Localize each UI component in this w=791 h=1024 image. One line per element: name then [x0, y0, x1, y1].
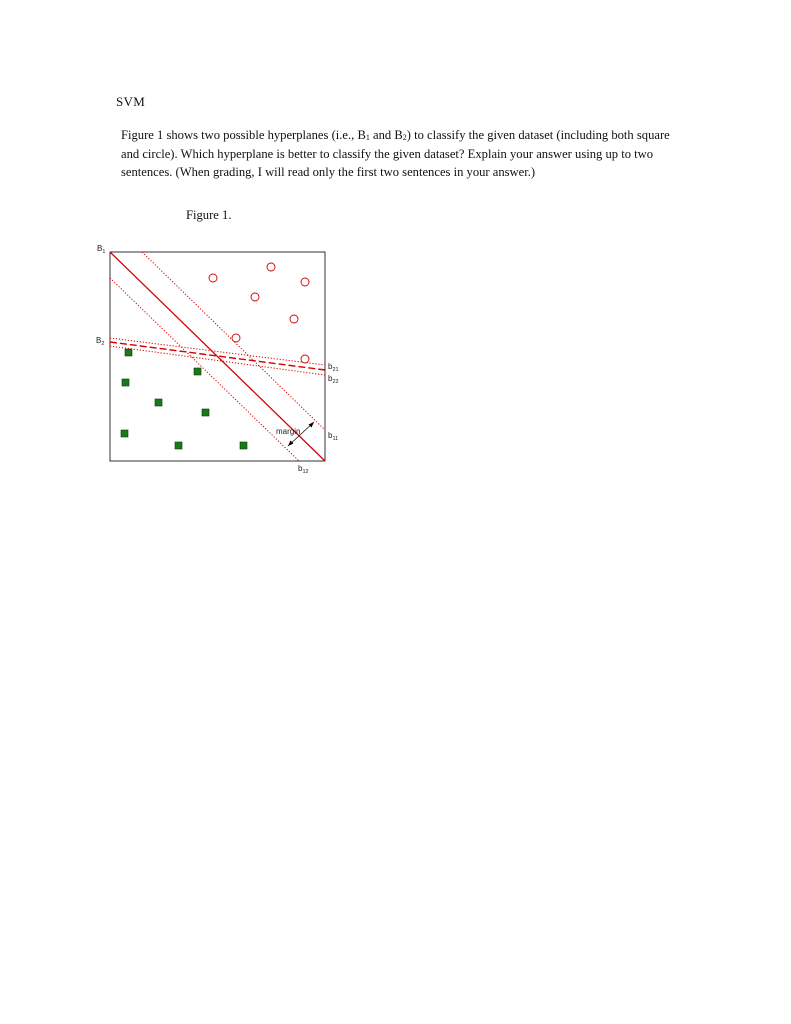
circle-class — [209, 263, 309, 363]
square-point — [194, 368, 201, 375]
question-part-1: Figure 1 shows two possible hyperplanes (i.e., B — [121, 128, 366, 142]
circle-point — [251, 293, 259, 301]
label-B2-main: B — [96, 336, 102, 345]
label-b12 — [298, 464, 309, 475]
circle-point — [232, 334, 240, 342]
square-point — [155, 399, 162, 406]
circle-point — [301, 278, 309, 286]
label-b12-sub: 12 — [302, 469, 309, 475]
margin-label: margin — [276, 427, 301, 436]
square-point — [202, 409, 209, 416]
label-B1 — [97, 244, 105, 255]
margin-indicator — [276, 422, 314, 446]
label-b12-main: b — [298, 464, 303, 473]
square-point — [121, 430, 128, 437]
square-point — [175, 442, 182, 449]
section-heading: SVM — [116, 94, 146, 109]
label-B1-sub: 1 — [102, 249, 106, 255]
square-point — [240, 442, 247, 449]
label-b22 — [328, 374, 339, 385]
circle-point — [267, 263, 275, 271]
label-b11-sub: 11 — [332, 436, 339, 442]
label-b21 — [328, 362, 339, 373]
margin-line-b12 — [110, 278, 299, 461]
question-sub-1: 1 — [365, 133, 370, 142]
label-b21-main: b — [328, 362, 333, 371]
label-B2 — [96, 336, 104, 347]
circle-point — [290, 315, 298, 323]
label-B2-sub: 2 — [101, 341, 105, 347]
circle-point — [209, 274, 217, 282]
question-part-3: ) to classify the given dataset (including both square and circle). Which hyperplane is better to classify the given dataset? Explain your answer using up to two sentences. (When grading, I will read only the first two sentences in your answer.) — [121, 128, 670, 180]
label-b11-main: b — [328, 431, 333, 440]
label-b11 — [328, 431, 338, 442]
label-b22-main: b — [328, 374, 333, 383]
question-sub-2: 2 — [402, 133, 407, 142]
square-point — [122, 379, 129, 386]
label-b21-sub: 21 — [332, 367, 339, 373]
circle-point — [301, 355, 309, 363]
question-part-2: and B — [369, 128, 403, 142]
figure-caption: Figure 1. — [186, 208, 232, 222]
label-B1-main: B — [97, 244, 103, 253]
label-b22-sub: 22 — [332, 379, 339, 385]
square-class — [121, 349, 247, 449]
square-point — [125, 349, 132, 356]
